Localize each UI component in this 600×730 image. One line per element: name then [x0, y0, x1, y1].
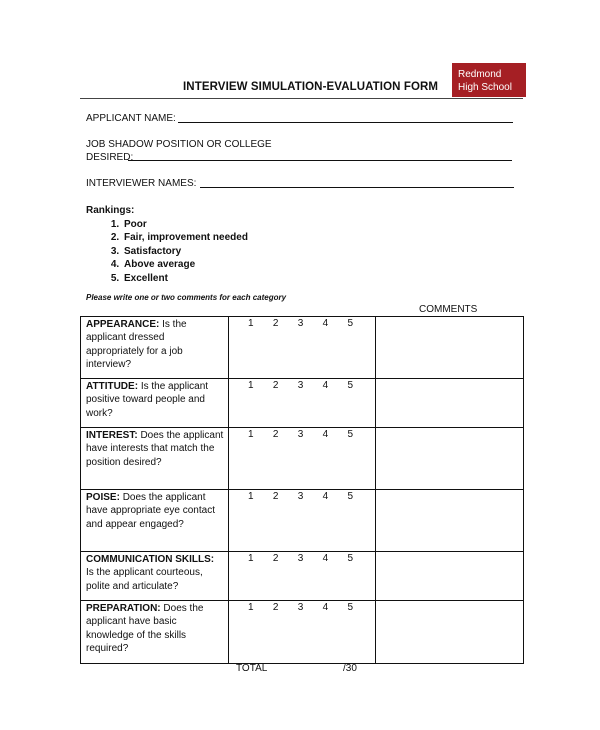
rankings-title: Rankings: — [86, 205, 135, 216]
rating-option[interactable]: 5 — [347, 429, 353, 440]
rating-scale — [229, 317, 375, 330]
rating-option[interactable]: 1 — [248, 429, 254, 440]
rating-option[interactable]: 4 — [322, 491, 329, 502]
applicant-name-label: APPLICANT NAME: — [86, 113, 176, 124]
criteria-question: Does the applicant have basic knowledge of the skills required? — [86, 603, 204, 654]
rating-scale — [229, 601, 375, 614]
job-shadow-label-line2: DESIRED: — [86, 152, 134, 163]
rating-option[interactable]: 2 — [272, 380, 279, 391]
criteria-label: APPEARANCE: — [86, 319, 160, 330]
rating-scale-cell — [229, 379, 376, 428]
applicant-name-line[interactable] — [178, 122, 513, 123]
rating-option[interactable]: 5 — [347, 553, 353, 564]
rating-option[interactable]: 4 — [322, 380, 329, 391]
header-divider — [80, 98, 523, 99]
school-name-line2: High School — [458, 82, 512, 93]
criteria-description — [81, 601, 229, 664]
rating-option[interactable]: 2 — [272, 602, 279, 613]
rating-option[interactable]: 5 — [347, 602, 353, 613]
rating-option[interactable]: 1 — [248, 380, 254, 391]
comments-column-header: COMMENTS — [419, 304, 478, 315]
criteria-description — [81, 317, 229, 379]
rating-option[interactable]: 2 — [272, 491, 279, 502]
total-label: TOTAL — [236, 663, 268, 674]
rating-scale-cell — [229, 317, 376, 379]
rating-option[interactable]: 3 — [297, 429, 304, 440]
ranking-item: 4. Above average — [122, 258, 248, 272]
interviewer-names-line[interactable] — [200, 187, 514, 188]
criteria-question: Does the applicant have interests that match the position desired? — [86, 430, 224, 468]
criteria-label: PREPARATION: — [86, 603, 161, 614]
rating-option[interactable]: 5 — [347, 318, 353, 329]
comments-instruction: Please write one or two comments for each category — [86, 293, 287, 302]
rating-scale-cell — [229, 601, 376, 664]
school-badge — [452, 63, 526, 97]
criteria-question: Is the applicant courteous, polite and articulate? — [86, 567, 203, 592]
comment-cell[interactable] — [376, 490, 524, 552]
criteria-question: Is the applicant positive toward people and work? — [86, 381, 209, 419]
rating-option[interactable]: 4 — [322, 602, 329, 613]
rating-option[interactable]: 1 — [248, 491, 254, 502]
criteria-row — [81, 601, 524, 664]
rating-option[interactable]: 3 — [297, 380, 304, 391]
rating-option[interactable]: 1 — [248, 318, 254, 329]
rankings-section — [86, 204, 248, 285]
rating-scale-cell — [229, 428, 376, 490]
criteria-label: COMMUNICATION SKILLS: — [86, 554, 215, 565]
criteria-description — [81, 379, 229, 428]
comment-cell[interactable] — [376, 379, 524, 428]
rating-option[interactable]: 4 — [322, 318, 329, 329]
rating-scale — [229, 490, 375, 503]
comment-cell[interactable] — [376, 601, 524, 664]
rating-option[interactable]: 3 — [297, 553, 304, 564]
ranking-item: 3. Satisfactory — [122, 245, 248, 259]
rankings-list — [86, 218, 248, 286]
rating-option[interactable]: 1 — [248, 602, 254, 613]
school-name-line1: Redmond — [458, 69, 502, 80]
comment-cell[interactable] — [376, 317, 524, 379]
job-shadow-label-line1: JOB SHADOW POSITION OR COLLEGE — [86, 139, 272, 150]
rating-scale-cell — [229, 490, 376, 552]
rating-option[interactable]: 2 — [272, 553, 279, 564]
form-title: INTERVIEW SIMULATION-EVALUATION FORM — [183, 81, 439, 93]
evaluation-table — [80, 316, 524, 664]
criteria-label: ATTITUDE: — [86, 381, 139, 392]
ranking-item: 2. Fair, improvement needed — [122, 231, 248, 245]
job-shadow-line[interactable] — [128, 160, 512, 161]
ranking-item: 1. Poor — [122, 218, 248, 232]
criteria-description — [81, 428, 229, 490]
criteria-row — [81, 428, 524, 490]
criteria-row — [81, 552, 524, 601]
criteria-label: INTEREST: — [86, 430, 138, 441]
rating-option[interactable]: 3 — [297, 491, 304, 502]
rating-scale — [229, 428, 375, 441]
rating-option[interactable]: 1 — [248, 553, 254, 564]
criteria-row — [81, 379, 524, 428]
criteria-row — [81, 317, 524, 379]
total-max: /30 — [343, 663, 357, 674]
rating-scale — [229, 379, 375, 392]
rating-option[interactable]: 2 — [272, 318, 279, 329]
rating-option[interactable]: 5 — [347, 380, 353, 391]
interviewer-names-label: INTERVIEWER NAMES: — [86, 178, 197, 189]
rating-option[interactable]: 5 — [347, 491, 353, 502]
rating-option[interactable]: 4 — [322, 429, 329, 440]
rating-option[interactable]: 3 — [297, 318, 304, 329]
rating-option[interactable]: 4 — [322, 553, 329, 564]
criteria-label: POISE: — [86, 492, 120, 503]
criteria-question: Does the applicant have appropriate eye contact and appear engaged? — [86, 492, 215, 530]
rating-scale-cell — [229, 552, 376, 601]
criteria-description — [81, 552, 229, 601]
comment-cell[interactable] — [376, 428, 524, 490]
ranking-item: 5. Excellent — [122, 272, 248, 286]
rating-scale — [229, 552, 375, 565]
criteria-row — [81, 490, 524, 552]
comment-cell[interactable] — [376, 552, 524, 601]
criteria-question: Is the applicant dressed appropriately for a job interview? — [86, 319, 187, 370]
criteria-description — [81, 490, 229, 552]
rating-option[interactable]: 2 — [272, 429, 279, 440]
rating-option[interactable]: 3 — [297, 602, 304, 613]
